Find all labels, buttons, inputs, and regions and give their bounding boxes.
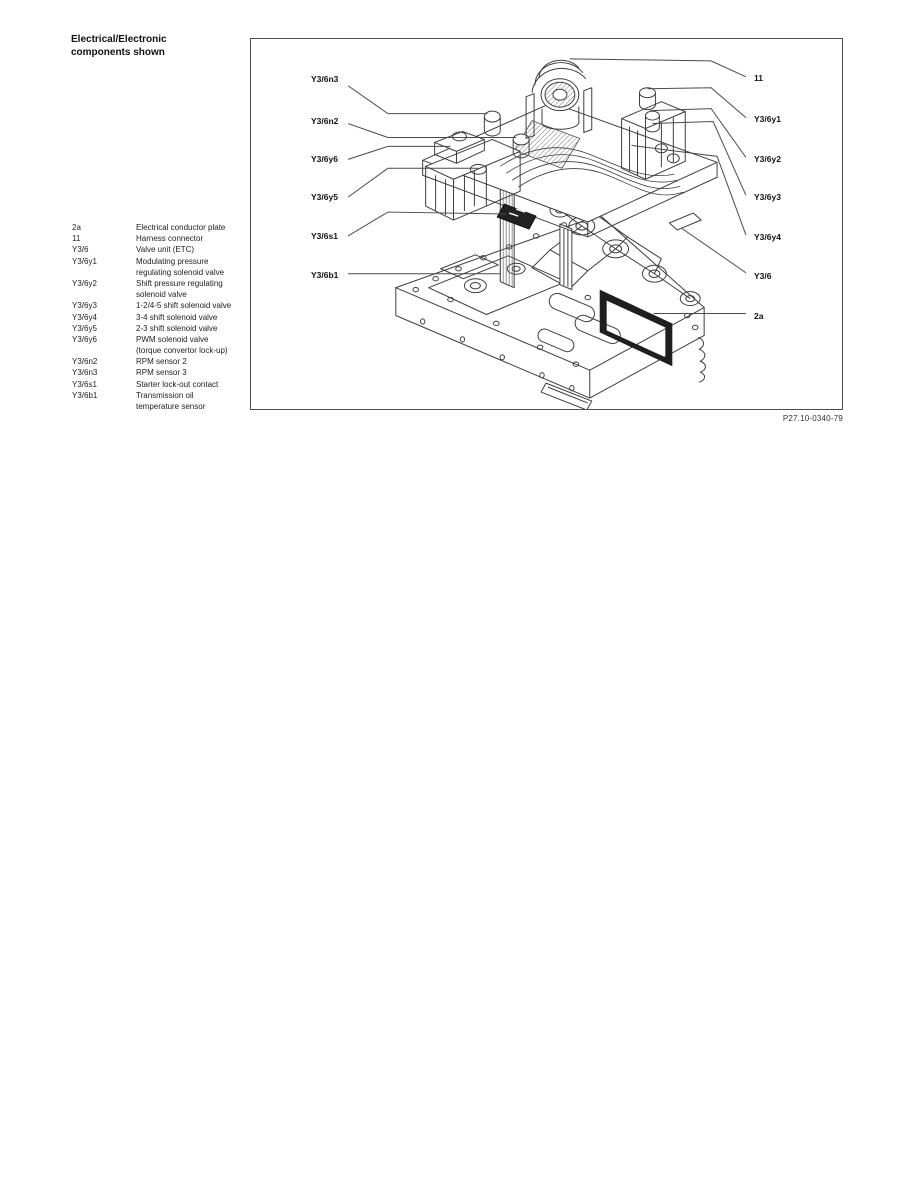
legend-code [72, 345, 136, 356]
legend-desc: PWM solenoid valve [136, 334, 209, 344]
legend-code: Y3/6n3 [72, 368, 98, 378]
legend-code: Y3/6s1 [72, 379, 97, 389]
legend-desc: solenoid valve [136, 290, 187, 300]
legend-desc: Transmission oil [136, 390, 194, 400]
legend-code: Y3/6y5 [72, 323, 97, 333]
legend-code: Y3/6y3 [72, 301, 97, 311]
page-heading-line1: Electrical/Electronic [71, 34, 167, 45]
page-heading-line2: components shown [71, 47, 165, 58]
callout-y3-6y6: Y3/6y6 [311, 154, 338, 164]
legend-row [72, 300, 231, 311]
leader-11 [570, 59, 746, 77]
legend-code: Y3/6y6 [72, 334, 97, 344]
legend-desc: Modulating pressure [136, 256, 209, 266]
leader-y3-6s1 [348, 212, 506, 236]
legend-row [72, 390, 231, 401]
legend-row [72, 345, 231, 356]
legend-row [72, 244, 231, 255]
legend-row [72, 323, 231, 334]
leader-y3-6n3 [348, 86, 487, 114]
legend-row [72, 312, 231, 323]
legend-code: Y3/6y4 [72, 312, 97, 322]
legend-desc: RPM sensor 2 [136, 357, 187, 367]
legend-row [72, 379, 231, 390]
legend-row [72, 289, 231, 300]
legend-desc: temperature sensor [136, 402, 206, 411]
legend-code: 11 [72, 234, 81, 244]
legend-desc: Electrical conductor plate [136, 223, 226, 232]
valve-unit-illustration [251, 39, 842, 409]
leader-y3-6 [681, 228, 746, 273]
callout-y3-6s1: Y3/6s1 [311, 231, 338, 241]
callout-y3-6y2: Y3/6y2 [754, 154, 781, 164]
legend-desc: 2-3 shift solenoid valve [136, 323, 218, 333]
callout-y3-6y5: Y3/6y5 [311, 192, 338, 202]
valve-body-drawing [396, 203, 706, 409]
legend-code [72, 289, 136, 300]
callout-y3-6b1: Y3/6b1 [311, 270, 339, 280]
legend-code [72, 401, 136, 412]
callout-y3-6y3: Y3/6y3 [754, 192, 781, 202]
diagram-frame [250, 38, 843, 410]
legend-code: Y3/6 [72, 245, 89, 255]
legend-code [72, 267, 136, 278]
callout-y3-6y4: Y3/6y4 [754, 232, 781, 242]
legend-code: Y3/6y2 [72, 278, 97, 288]
drawing-number: P27.10-0340-79 [782, 414, 843, 423]
legend-row [72, 256, 231, 267]
legend-desc: 1-2/4-5 shift solenoid valve [136, 301, 232, 311]
legend-row [72, 334, 231, 345]
callout-y3-6y1: Y3/6y1 [754, 114, 781, 124]
component-legend [72, 222, 231, 412]
legend-desc: (torque convertor lock-up) [136, 346, 228, 356]
legend-row [72, 278, 231, 289]
legend-row [72, 401, 231, 412]
legend-row [72, 233, 231, 244]
callout-y3-6: Y3/6 [754, 271, 772, 281]
legend-row [72, 356, 231, 367]
legend-desc: 3-4 shift solenoid valve [136, 312, 218, 322]
legend-code: Y3/6y1 [72, 256, 97, 266]
callout-2a: 2a [754, 311, 764, 321]
legend-desc: Starter lock-out contact [136, 379, 219, 389]
legend-code: Y3/6n2 [72, 357, 98, 367]
legend-row [72, 267, 231, 278]
callout-y3-6n2: Y3/6n2 [311, 116, 339, 126]
legend-desc: RPM sensor 3 [136, 368, 187, 378]
callout-11: 11 [754, 73, 763, 83]
legend-desc: regulating solenoid valve [136, 267, 225, 277]
callout-y3-6n3: Y3/6n3 [311, 74, 339, 84]
legend-desc: Shift pressure regulating [136, 278, 223, 288]
legend-desc: Valve unit (ETC) [136, 245, 195, 255]
legend-code: 2a [72, 223, 81, 232]
legend-desc: Harness connector [136, 234, 204, 244]
legend-row [72, 367, 231, 378]
legend-code: Y3/6b1 [72, 390, 98, 400]
legend-row [72, 222, 231, 233]
page-heading [71, 33, 167, 59]
